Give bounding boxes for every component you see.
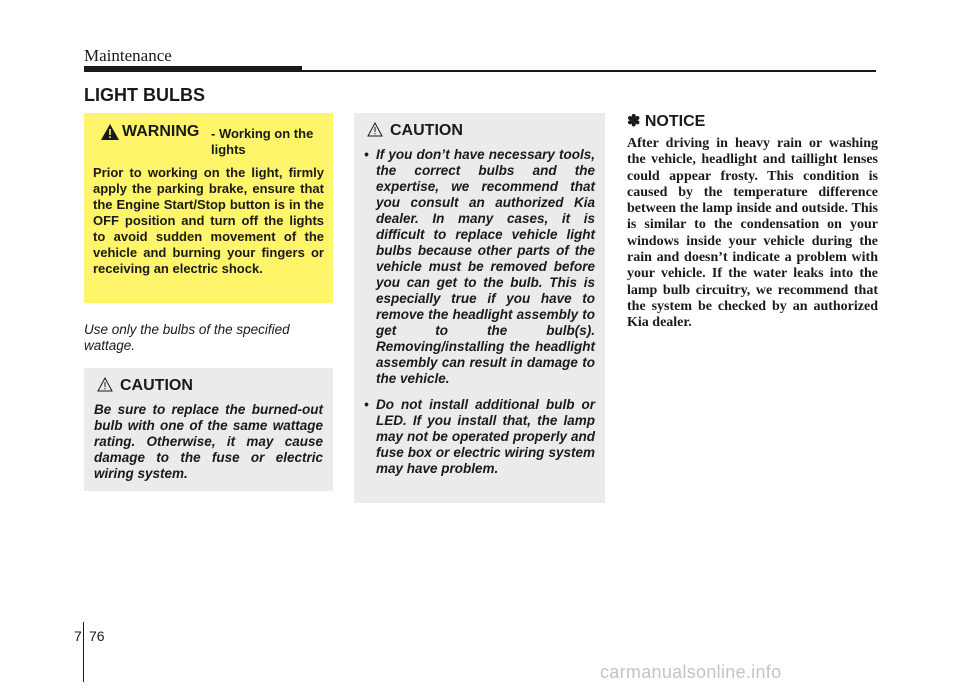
caution-triangle-icon xyxy=(367,122,383,137)
section-label: Maintenance xyxy=(84,46,172,65)
bullet-icon: • xyxy=(364,397,369,412)
warning-header xyxy=(93,123,324,165)
warning-triangle-icon xyxy=(101,124,119,140)
notice-title: ✽ NOTICE xyxy=(627,113,706,130)
caution-header-left xyxy=(94,376,323,402)
bullet-icon: • xyxy=(364,147,369,162)
header-rule xyxy=(302,70,876,72)
caution-header-right xyxy=(364,121,595,147)
caution-box-left xyxy=(84,368,333,491)
usage-text: Use only the bulbs of the specified wattage. xyxy=(84,322,290,353)
caution-title-right: CAUTION xyxy=(390,122,463,139)
caution-item xyxy=(364,147,595,387)
caution-title-left: CAUTION xyxy=(120,377,193,394)
caution-body-left: Be sure to replace the burned-out bulb with one of the same wattage rating. Otherwise, it may cause damage to the fuse or electric wiring system. xyxy=(94,402,323,481)
watermark: carmanualsonline.info xyxy=(600,662,782,682)
caution-item-text: Do not install additional bulb or LED. If you install that, the lamp may not be operated properly and fuse box or electric wiring system may have problem. xyxy=(376,397,595,476)
caution-item-text: If you don’t have necessary tools, the correct bulbs and the expertise, we recommend that you consult an authorized Kia dealer. In many cases, it is difficult to replace vehicle light bulbs because other parts of the vehicle must be removed before you can get to the bulb. This is especially true if you have to remove the headlight assembly to get to the bulb(s). Removing/installing the headlight assembly can result in damage to the vehicle. xyxy=(376,147,595,386)
chapter-number: 7 xyxy=(74,628,82,644)
warning-title: WARNING xyxy=(122,123,200,140)
warning-body: Prior to working on the light, firmly apply the parking brake, ensure that the Engine Start/Stop button is in the OFF position and turn off the lights to avoid sudden movement of the vehicle and burning your fingers or receiving an electric shock. xyxy=(93,165,324,276)
caution-list xyxy=(364,147,595,477)
footer-rule xyxy=(83,622,84,682)
page-number: 76 xyxy=(89,628,105,644)
caution-triangle-icon xyxy=(97,377,113,392)
notice-body: After driving in heavy rain or washing the vehicle, headlight and taillight lenses could appear frosty. This condition is caused by the temperature difference between the lamp inside and outside. This is similar to the condensation on your windows inside your vehicle during the rain and doesn’t indicate a problem with your vehicle. If the water leaks into the lamp bulb circuitry, we recommend that the system be checked by an authorized Kia dealer. xyxy=(627,136,878,331)
page-title: LIGHT BULBS xyxy=(84,85,205,105)
warning-subtitle: - Working on the lights xyxy=(211,126,314,157)
warning-box xyxy=(84,113,333,303)
caution-box-right xyxy=(354,113,605,503)
caution-item xyxy=(364,397,595,477)
header-tab-bar xyxy=(84,66,302,72)
